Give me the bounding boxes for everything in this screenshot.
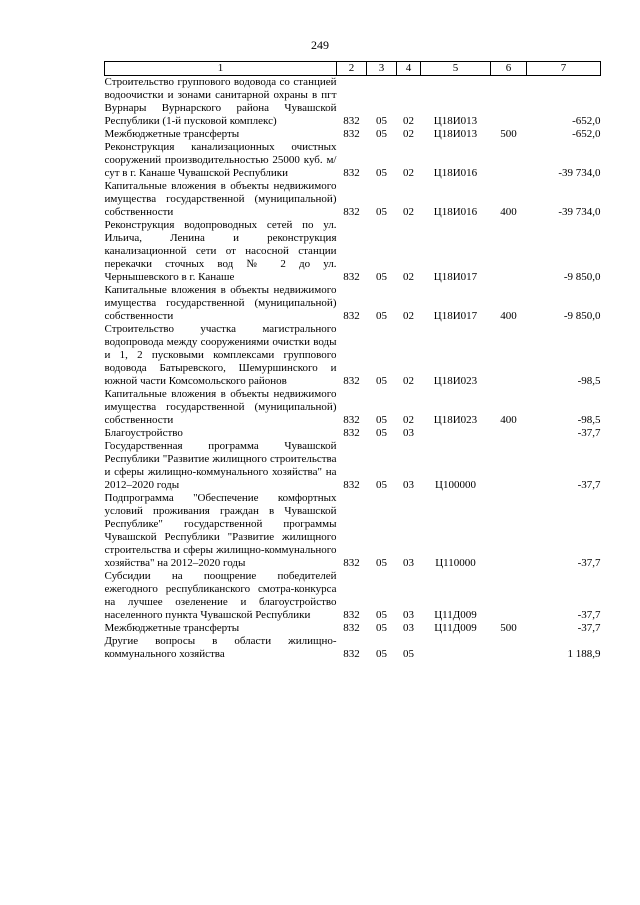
- column-header-6: 6: [491, 62, 527, 76]
- section-code: 05: [376, 622, 387, 634]
- expense-type: [491, 219, 527, 284]
- section-code: 05: [376, 375, 387, 387]
- target-article: [421, 635, 491, 661]
- amount: 1 188,9: [567, 648, 601, 660]
- expense-type: [491, 141, 527, 180]
- column-header-2: 2: [337, 62, 367, 76]
- amount: -98,5: [577, 414, 601, 426]
- ministry-code: 832: [343, 167, 360, 179]
- section-code: 05: [376, 310, 387, 322]
- column-header-7: 7: [527, 62, 601, 76]
- amount: -37,7: [577, 557, 601, 569]
- ministry-code: 832: [343, 557, 360, 569]
- amount: -37,7: [577, 479, 601, 491]
- target-article: Ц18И016: [433, 206, 478, 218]
- row-name: Капитальные вложения в объекты недвижимого имущества государственной (муниципальной) собственности: [104, 388, 337, 426]
- column-header-4: 4: [397, 62, 421, 76]
- table-row: [105, 323, 601, 388]
- target-article: Ц100000: [435, 479, 476, 491]
- table-row: [105, 128, 601, 141]
- section-code: 05: [376, 609, 387, 621]
- table-row: [105, 622, 601, 635]
- target-article: Ц11Д009: [434, 622, 477, 634]
- expense-type: [491, 635, 527, 661]
- section-code: 05: [376, 479, 387, 491]
- amount: -98,5: [577, 375, 601, 387]
- subsection-code: 03: [403, 427, 414, 439]
- target-article: Ц18И023: [433, 375, 478, 387]
- subsection-code: 02: [403, 414, 414, 426]
- subsection-code: 05: [403, 648, 414, 660]
- ministry-code: 832: [343, 375, 360, 387]
- table-row: [105, 492, 601, 570]
- amount: -9 850,0: [563, 271, 601, 283]
- row-name: Другие вопросы в области жилищно-коммунального хозяйства: [104, 635, 337, 660]
- table-row: [105, 427, 601, 440]
- subsection-code: 03: [403, 479, 414, 491]
- subsection-code: 03: [403, 557, 414, 569]
- amount: -652,0: [572, 115, 601, 127]
- table-row: [105, 76, 601, 129]
- row-name: Благоустройство: [104, 427, 183, 439]
- target-article: Ц18И016: [433, 167, 478, 179]
- ministry-code: 832: [343, 427, 360, 439]
- ministry-code: 832: [343, 622, 360, 634]
- section-code: 05: [376, 115, 387, 127]
- ministry-code: 832: [343, 414, 360, 426]
- section-code: 05: [376, 271, 387, 283]
- expense-type: 500: [500, 128, 517, 140]
- subsection-code: 02: [403, 271, 414, 283]
- target-article: Ц18И017: [433, 271, 478, 283]
- table-row: [105, 284, 601, 323]
- subsection-code: 02: [403, 167, 414, 179]
- table-row: [105, 570, 601, 622]
- ministry-code: 832: [343, 479, 360, 491]
- target-article: Ц110000: [435, 557, 476, 569]
- subsection-code: 02: [403, 206, 414, 218]
- row-name: Подпрограмма "Обеспечение комфортных условий проживания граждан в Чувашской Республике" государственной программы Чувашской Республики "Развитие жилищного строительства и сферы жилищно-коммунального хозяйства" на 2012–2020 годы: [104, 492, 337, 569]
- ministry-code: 832: [343, 609, 360, 621]
- section-code: 05: [376, 167, 387, 179]
- expense-type: [491, 440, 527, 492]
- table-row: [105, 440, 601, 492]
- target-article: Ц18И023: [433, 414, 478, 426]
- header-row: [105, 62, 601, 76]
- table-header: [105, 62, 601, 76]
- ministry-code: 832: [343, 310, 360, 322]
- column-header-1: 1: [105, 62, 337, 76]
- amount: -39 734,0: [558, 206, 601, 218]
- table-row: [105, 141, 601, 180]
- target-article: Ц18И013: [433, 128, 478, 140]
- row-name: Строительство группового водовода со станцией водоочистки и зонами санитарной охраны в пгт Вурнары Вурнарского района Чувашской Республики (1-й пусковой комплекс): [104, 76, 337, 127]
- ministry-code: 832: [343, 115, 360, 127]
- table-body: [105, 76, 601, 662]
- row-name: Капитальные вложения в объекты недвижимого имущества государственной (муниципальной) собственности: [104, 180, 337, 218]
- row-name: Межбюджетные трансферты: [104, 622, 240, 634]
- row-name: Межбюджетные трансферты: [104, 128, 240, 140]
- row-name: Субсидии на поощрение победителей ежегодного республиканского смотра-конкурса на лучшее озеленение и благоустройство населенного пункта Чувашской Республики: [104, 570, 337, 621]
- table-row: [105, 180, 601, 219]
- expense-type: [491, 323, 527, 388]
- amount: -37,7: [577, 427, 601, 439]
- target-article: Ц18И013: [433, 115, 478, 127]
- expense-type: [491, 570, 527, 622]
- expense-type: 400: [500, 414, 517, 426]
- subsection-code: 02: [403, 375, 414, 387]
- budget-table: [104, 61, 601, 661]
- section-code: 05: [376, 648, 387, 660]
- row-name: Капитальные вложения в объекты недвижимого имущества государственной (муниципальной) собственности: [104, 284, 337, 322]
- ministry-code: 832: [343, 648, 360, 660]
- page-number: 249: [311, 38, 329, 52]
- subsection-code: 02: [403, 128, 414, 140]
- table-row: [105, 388, 601, 427]
- table-row: [105, 635, 601, 661]
- row-name: Реконструкция водопроводных сетей по ул. Ильича, Ленина и реконструкция канализационной сети от насосной станции перекачки сточных вод № 2 до ул. Чернышевского в г. Канаше: [104, 219, 337, 283]
- expense-type: [491, 427, 527, 440]
- row-name: Государственная программа Чувашской Республики "Развитие жилищного строительства и сферы жилищно-коммунального хозяйства" на 2012–2020 годы: [104, 440, 337, 491]
- expense-type: 400: [500, 206, 517, 218]
- expense-type: 400: [500, 310, 517, 322]
- amount: -652,0: [572, 128, 601, 140]
- subsection-code: 02: [403, 310, 414, 322]
- expense-type: 500: [500, 622, 517, 634]
- section-code: 05: [376, 206, 387, 218]
- amount: -9 850,0: [563, 310, 601, 322]
- subsection-code: 03: [403, 609, 414, 621]
- column-header-3: 3: [367, 62, 397, 76]
- ministry-code: 832: [343, 206, 360, 218]
- target-article: [421, 427, 491, 440]
- amount: -37,7: [577, 609, 601, 621]
- ministry-code: 832: [343, 128, 360, 140]
- section-code: 05: [376, 128, 387, 140]
- section-code: 05: [376, 414, 387, 426]
- target-article: Ц18И017: [433, 310, 478, 322]
- row-name: Строительство участка магистрального водопровода между сооружениями очистки воды и 1, 2 пусковыми комплексами группового водовода Батыревского, Шемуршинского и южной части Комсомольского районов: [104, 323, 337, 387]
- row-name: Реконструкция канализационных очистных сооружений производительностью 25000 куб. м/сут в г. Канаше Чувашской Республики: [104, 141, 337, 179]
- ministry-code: 832: [343, 271, 360, 283]
- target-article: Ц11Д009: [434, 609, 477, 621]
- expense-type: [491, 76, 527, 129]
- column-header-5: 5: [421, 62, 491, 76]
- table-row: [105, 219, 601, 284]
- subsection-code: 03: [403, 622, 414, 634]
- amount: -37,7: [577, 622, 601, 634]
- subsection-code: 02: [403, 115, 414, 127]
- section-code: 05: [376, 427, 387, 439]
- amount: -39 734,0: [558, 167, 601, 179]
- section-code: 05: [376, 557, 387, 569]
- expense-type: [491, 492, 527, 570]
